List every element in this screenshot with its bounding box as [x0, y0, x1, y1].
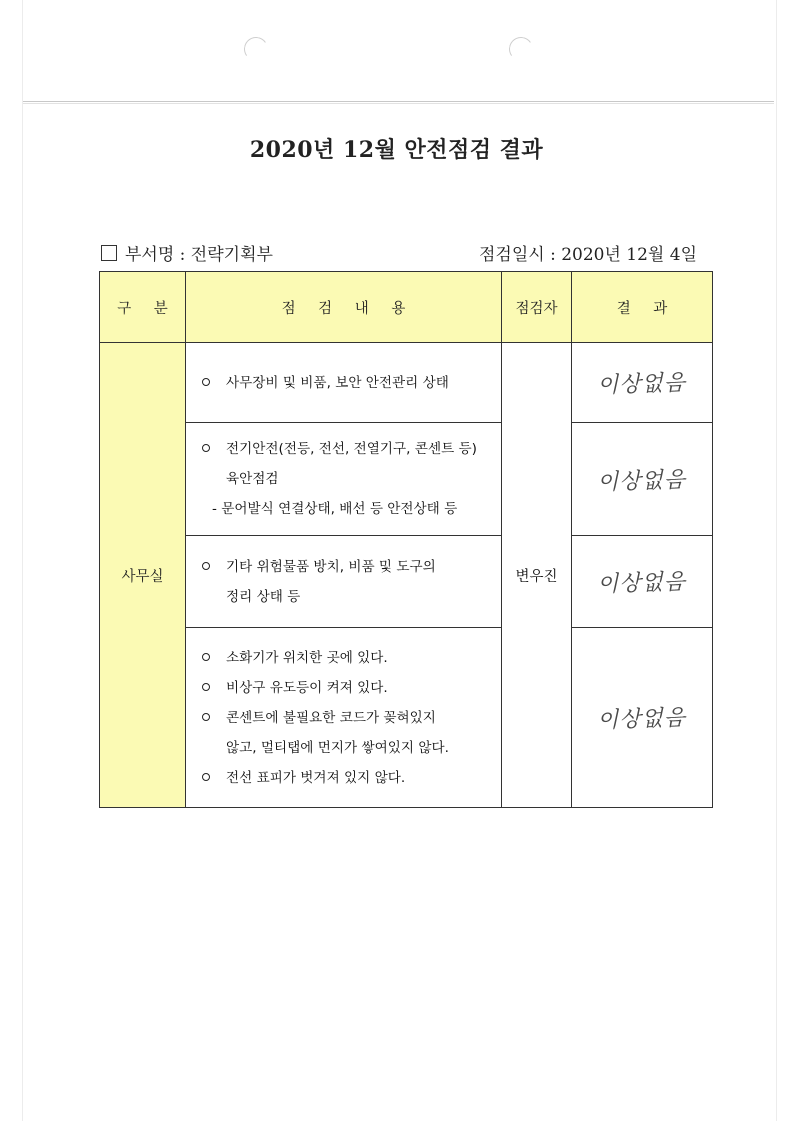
page-edge-left [22, 0, 23, 1121]
punch-hole-left [242, 35, 270, 63]
content-line [202, 733, 487, 763]
inspection-table [99, 271, 713, 808]
content-line [202, 703, 487, 733]
content-text: 비상구 유도등이 켜져 있다. [226, 679, 388, 696]
content-line [202, 434, 487, 464]
content-line [202, 368, 487, 398]
content-text: 않고, 멀티탭에 먼지가 쌓여있지 않다. [226, 739, 449, 756]
content-line [202, 582, 487, 612]
category-cell: 사무실 [99, 342, 185, 808]
content-text: 정리 상태 등 [226, 588, 301, 605]
content-text: 기타 위험물품 방치, 비품 및 도구의 [226, 558, 436, 575]
bullet-icon [202, 643, 226, 673]
content-text: 콘센트에 불필요한 코드가 꽂혀있지 [226, 709, 436, 726]
content-text: 전기안전(전등, 전선, 전열기구, 콘센트 등) [226, 441, 477, 457]
handwritten-result: 이상없음 [597, 705, 687, 734]
header-content: 점 검 내 용 [185, 271, 501, 342]
department-line [101, 240, 273, 265]
content-text: - 문어발식 연결상태, 배선 등 안전상태 등 [212, 501, 458, 517]
content-row-2 [185, 422, 501, 535]
content-text: 소화기가 위치한 곳에 있다. [226, 649, 388, 666]
page-edge-right [776, 0, 777, 1121]
checkbox-icon [101, 245, 117, 261]
inspector-cell: 변우진 [501, 342, 571, 808]
content-line [202, 464, 487, 494]
bullet-icon [202, 552, 226, 582]
result-row-1 [571, 342, 713, 422]
content-line [202, 673, 487, 703]
result-row-2 [571, 422, 713, 535]
result-row-4 [571, 627, 713, 808]
content-text: 전선 표피가 벗겨져 있지 않다. [226, 769, 406, 786]
department-label: 부서명 : 전략기획부 [125, 245, 273, 265]
binding-line [22, 101, 774, 104]
content-row-4 [185, 627, 501, 808]
content-row-3 [185, 535, 501, 627]
page-title: 2020년 12월 안전점검 결과 [249, 137, 544, 163]
punch-hole-right [507, 35, 535, 63]
bullet-icon [202, 368, 226, 398]
header-inspector: 점검자 [501, 271, 571, 342]
bullet-icon [202, 763, 226, 793]
inspection-date: 점검일시 : 2020년 12월 4일 [478, 245, 697, 265]
handwritten-result: 이상없음 [597, 569, 687, 598]
bullet-icon [202, 703, 226, 733]
content-row-1 [185, 342, 501, 422]
content-line [202, 643, 487, 673]
content-text: 사무장비 및 비품, 보안 안전관리 상태 [226, 374, 449, 391]
content-line [202, 494, 487, 524]
content-line [202, 763, 487, 793]
result-row-3 [571, 535, 713, 627]
content-text: 육안점검 [226, 471, 279, 487]
header-category: 구 분 [99, 271, 185, 342]
bullet-icon [202, 673, 226, 703]
handwritten-result: 이상없음 [597, 370, 687, 399]
bullet-icon [202, 434, 226, 464]
header-result: 결 과 [571, 271, 713, 342]
content-line [202, 552, 487, 582]
handwritten-result: 이상없음 [597, 466, 687, 496]
